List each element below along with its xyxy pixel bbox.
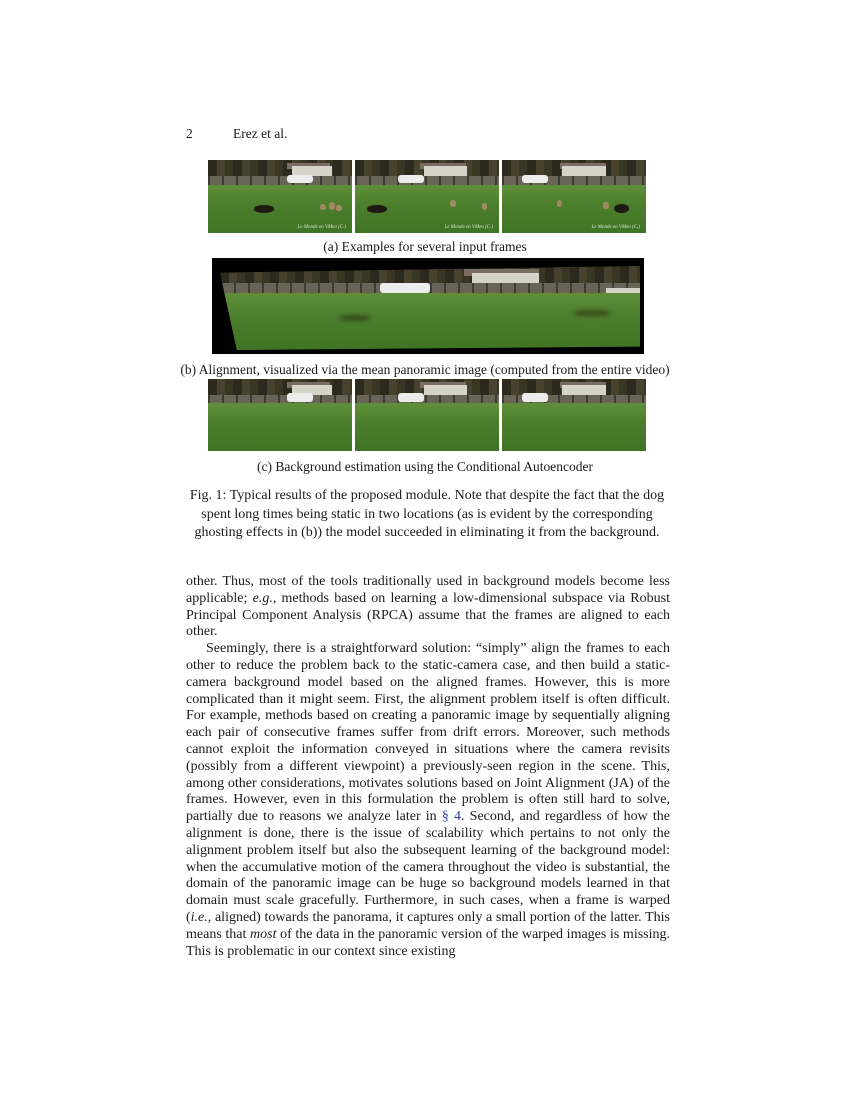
paragraph-2 (186, 641, 670, 960)
body-text (186, 574, 670, 960)
subcaption-c: (c) Background estimation using the Conditional Autoencoder (257, 459, 593, 474)
text-span: e.g. (252, 590, 273, 606)
panorama-image (212, 258, 644, 354)
subcaption-a: (a) Examples for several input frames (323, 239, 527, 254)
watermark-text: Le Monde en VMeo (C.) (444, 225, 493, 230)
text-span: . Second, and regardless of how the alignment is done, there is the issue of scalability which pertains to not only the alignment problem itself but also the subsequent learning of the background model: when the accumulative motion of the camera throughout the video is substantial, the domain of the panoramic image can be huge so background models learned in that domain must scale gracefully. Furthermore, in such cases, when a frame is warped ( (186, 809, 670, 925)
text-span: Seemingly, there is a straightforward solution: “simply” align the frames to each other to reduce the problem back to the static-camera case, and then build a static-camera background model based on the aligned frames. However, this is more complicated than it might seem. First, the alignment problem itself is often difficult. For example, methods based on creating a panoramic image by sequentially aligning each pair of consecutive frames suffer from drift errors. Moreover, such methods cannot exploit the information conveyed in situations where the camera revisits (possibly from a different viewpoint) a previously-seen region in the scene. This, among other considerations, motivates solutions based on Joint Alignment (JA) of the frames. However, even in this formulation the problem is often still hard to solve, partially due to reasons we analyze later in (186, 641, 670, 825)
text-span: of the data in the panoramic version of the warped images is missing. This is problematic in our context since existing (186, 926, 670, 959)
background-frame-1 (208, 379, 352, 451)
section-reference-link[interactable]: § 4 (441, 809, 461, 825)
subcaption-b: (b) Alignment, visualized via the mean panoramic image (computed from the entire video) (180, 362, 670, 377)
page-number: 2 (186, 126, 193, 141)
text-span: i.e. (190, 909, 208, 925)
text-span: , methods based on learning a low-dimensional subspace via Robust Principal Component Analysis (RPCA) assume that the frames are aligned to each other. (186, 590, 670, 640)
input-frame-1 (208, 160, 352, 233)
text-span: , aligned) towards the panorama, it captures only a small portion of the latter. This means that (186, 909, 670, 942)
paragraph-1 (186, 574, 670, 641)
input-frame-2 (355, 160, 499, 233)
input-frame-3 (502, 160, 646, 233)
background-frame-3 (502, 379, 646, 451)
text-span: other. Thus, most of the tools traditionally used in background models become less applicable; (186, 574, 670, 606)
background-frame-2 (355, 379, 499, 451)
running-head: Erez et al. (233, 126, 288, 141)
text-span: most (250, 926, 277, 942)
watermark-text: Le Monde en VMeo (C.) (297, 225, 346, 230)
watermark-text: Le Monde en VMeo (C.) (591, 225, 640, 230)
figure-caption: Fig. 1: Typical results of the proposed module. Note that despite the fact that the dog spent long times being static in two locations (as is evident by the corresponding ghosting effects in (b)) the model succeeded in eliminating it from the background. (189, 488, 665, 540)
